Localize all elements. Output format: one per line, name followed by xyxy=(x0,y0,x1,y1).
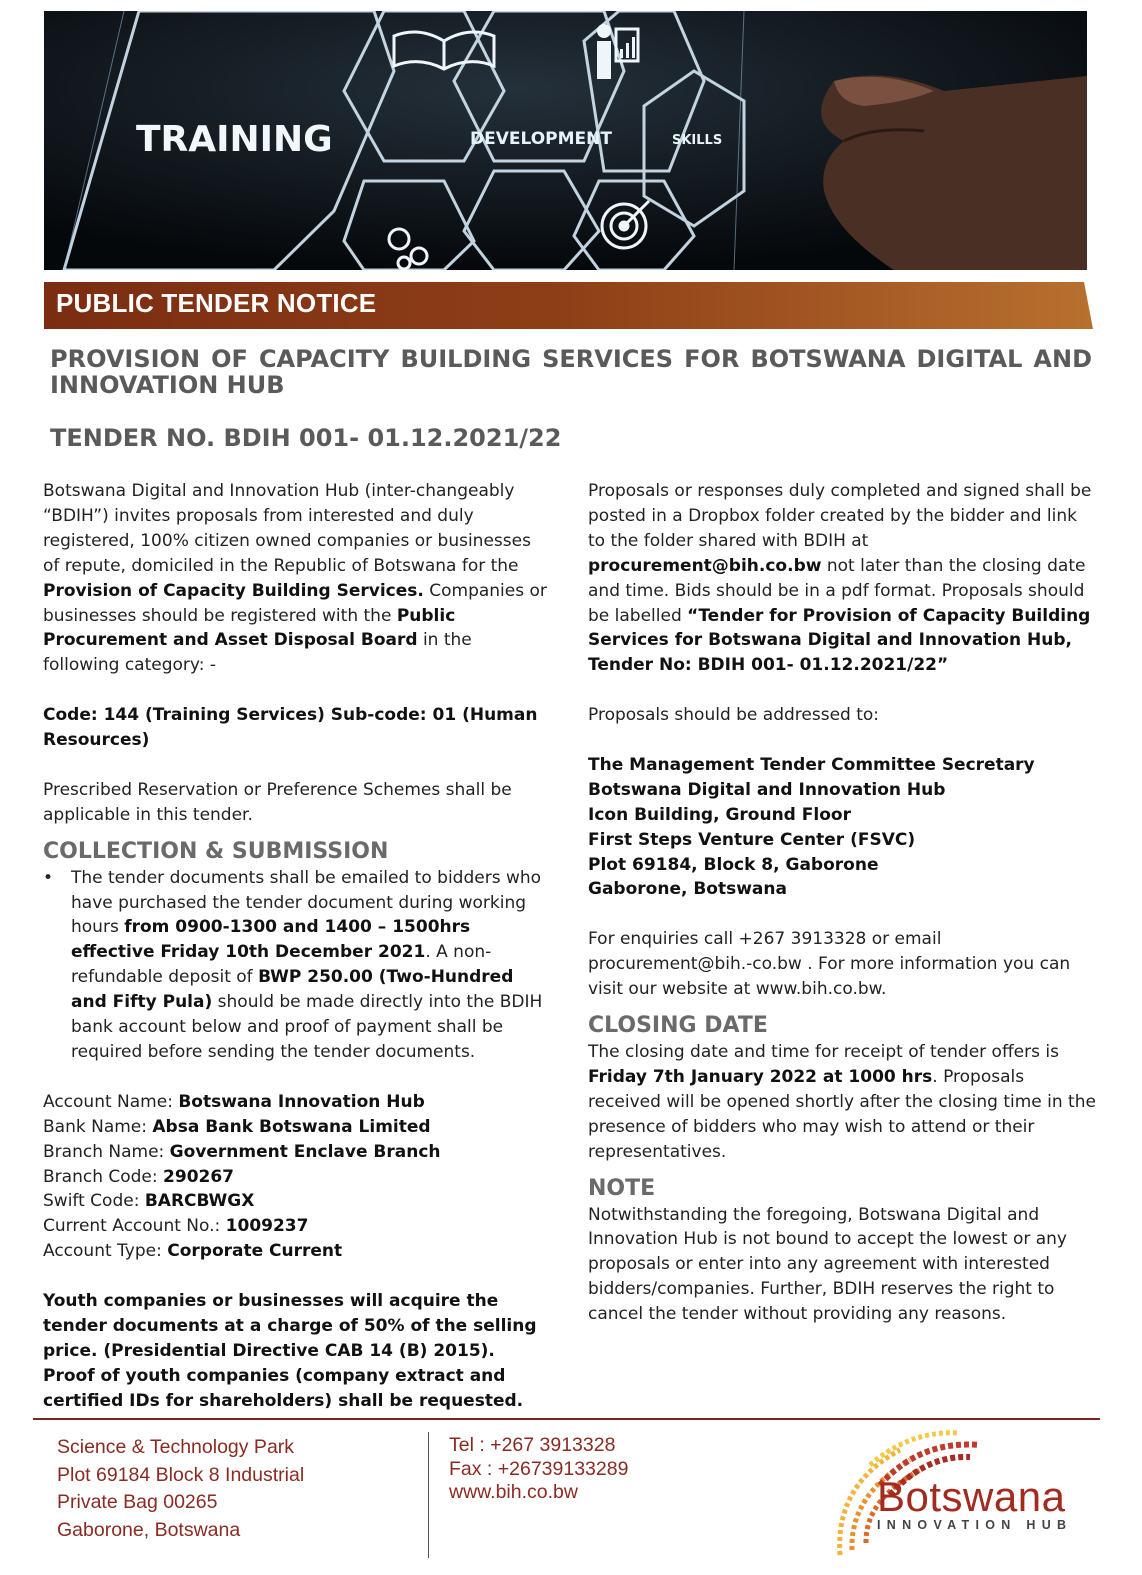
postal-address xyxy=(588,753,1096,902)
bank-row: Bank Name: Absa Bank Botswana Limited xyxy=(43,1116,431,1137)
footer-address-line: Private Bag 00265 xyxy=(57,1491,218,1513)
closing-date-heading: CLOSING DATE xyxy=(588,1012,768,1038)
proposals-paragraph: Proposals or responses duly completed and signed shall be posted in a Dropbox folder created by the bidder and link to the folder shared with BDIH at procurement@bih.co.bw not later than the closing date and time. Bids should be in a pdf format. Proposals should be labelled “Tender for Provision of Capacity Building Services for Botswana Digital and Innovation Hub, Tender No: BDIH 001- 01.12.2021/22” xyxy=(588,481,1092,676)
subtitle-word: BUILDING xyxy=(400,345,532,373)
logo-wordmark: Botswana xyxy=(877,1473,1066,1520)
logo-subtitle: INNOVATION HUB xyxy=(877,1518,1073,1532)
subtitle-word: CAPACITY xyxy=(258,345,390,373)
subtitle-word: BOTSWANA xyxy=(750,345,906,373)
enquiries-paragraph: For enquiries call +267 3913328 or email procurement@bih.-co.bw . For more information you can visit our website at www.bih.co.bw. xyxy=(588,929,1071,1000)
address-line: The Management Tender Committee Secretary xyxy=(588,754,1035,775)
footer-tel: Tel : +267 3913328 xyxy=(449,1434,616,1456)
subtitle-word: AND xyxy=(1033,345,1092,373)
right-column xyxy=(588,479,1096,1327)
bank-details xyxy=(43,1090,548,1264)
subtitle-line-2: INNOVATION HUB xyxy=(50,371,285,399)
banner-graphic xyxy=(44,11,1087,270)
footer-address-line: Gaborone, Botswana xyxy=(57,1518,241,1541)
address-line: Gaborone, Botswana xyxy=(588,879,787,900)
bank-row: Account Name: Botswana Innovation Hub xyxy=(43,1091,425,1112)
bank-row: Swift Code: BARCBWGX xyxy=(43,1191,255,1212)
hand-graphic xyxy=(821,75,1087,270)
banner-development: DEVELOPMENT xyxy=(470,129,612,149)
procurement-email: procurement@bih.co.bw xyxy=(588,555,822,576)
collection-heading: COLLECTION & SUBMISSION xyxy=(43,838,389,864)
bank-row: Branch Code: 290267 xyxy=(43,1166,235,1187)
subtitle-word: PROVISION xyxy=(50,345,201,373)
note-paragraph: Notwithstanding the foregoing, Botswana Digital and Innovation Hub is not bound to accept the lowest or any proposals or enter into any agreement with interested bidders/companies. Further, BDIH reserves the right to cancel the tender without providing any reasons. xyxy=(588,1204,1067,1325)
subtitle-word: SERVICES xyxy=(542,345,674,373)
banner-skills: SKILLS xyxy=(672,133,723,148)
address-line: Icon Building, Ground Floor xyxy=(588,804,851,825)
footer-fax: Fax : +26739133289 xyxy=(449,1457,629,1480)
addressed-to: Proposals should be addressed to: xyxy=(588,705,880,726)
left-column xyxy=(43,479,548,1414)
footer-contact xyxy=(449,1434,628,1505)
footer-address xyxy=(57,1434,304,1544)
subtitle-word: OF xyxy=(211,345,248,373)
tender-subtitle xyxy=(50,346,1092,398)
subtitle-word: DIGITAL xyxy=(916,345,1023,373)
closing-paragraph: The closing date and time for receipt of tender offers is Friday 7th January 2022 at 1000 hrs. Proposals received will be opened shortly after the closing time in the presence of bidders who may wish to attend or their representatives. xyxy=(588,1041,1096,1162)
bank-row: Branch Name: Government Enclave Branch xyxy=(43,1141,441,1162)
footer-address-line: Science & Technology Park xyxy=(57,1436,295,1458)
address-line: Plot 69184, Block 8, Gaborone xyxy=(588,854,879,875)
bullet-point: • xyxy=(43,867,54,888)
youth-notice: Youth companies or businesses will acquire the tender documents at a charge of 50% of the selling price. (Presidential Directive CAB 14 (B) 2015). Proof of youth companies (company extract and certified IDs for shareholders) shall be requested. xyxy=(43,1291,537,1411)
bank-row: Account Type: Corporate Current xyxy=(43,1241,343,1262)
footer-address-line: Plot 69184 Block 8 Industrial xyxy=(57,1463,305,1486)
bank-row: Current Account No.: 1009237 xyxy=(43,1216,309,1237)
footer-vertical-divider xyxy=(428,1432,429,1558)
subtitle-line-1 xyxy=(50,346,1092,372)
notice-title: PUBLIC TENDER NOTICE xyxy=(56,288,377,318)
intro-paragraph: Botswana Digital and Innovation Hub (inter-changeably “BDIH”) invites proposals from interested and duly registered, 100% citizen owned companies or businesses of repute, domiciled in the Republic of Botswana for the Provision of Capacity Building Services. Companies or businesses should be registered with the Public Procurement and Asset Disposal Board in the following category: - xyxy=(43,481,547,676)
address-line: Botswana Digital and Innovation Hub xyxy=(588,779,946,800)
banner-training: TRAINING xyxy=(136,119,333,160)
footer-divider xyxy=(33,1418,1100,1420)
collection-bullet: • The tender documents shall be emailed to bidders who have purchased the tender document during working hours from 0900-1300 and 1400 – 1500hrs effective Friday 10th December 2021. A non-refundable deposit of BWP 250.00 (Two-Hundred and Fifty Pula) should be made directly into the BDIH bank account below and proof of payment shall be required before sending the tender documents. xyxy=(43,867,543,1062)
footer-website[interactable]: www.bih.co.bw xyxy=(449,1481,578,1503)
banner-image xyxy=(44,11,1087,270)
preference-schemes: Prescribed Reservation or Preference Schemes shall be applicable in this tender. xyxy=(43,779,512,825)
tender-number: TENDER NO. BDIH 001- 01.12.2021/22 xyxy=(50,424,562,452)
note-heading: NOTE xyxy=(588,1175,656,1201)
subtitle-word: FOR xyxy=(684,345,740,373)
notice-banner xyxy=(44,282,1093,329)
category-code: Code: 144 (Training Services) Sub-code: 01 (Human Resources) xyxy=(43,705,538,751)
address-line: First Steps Venture Center (FSVC) xyxy=(588,829,916,850)
